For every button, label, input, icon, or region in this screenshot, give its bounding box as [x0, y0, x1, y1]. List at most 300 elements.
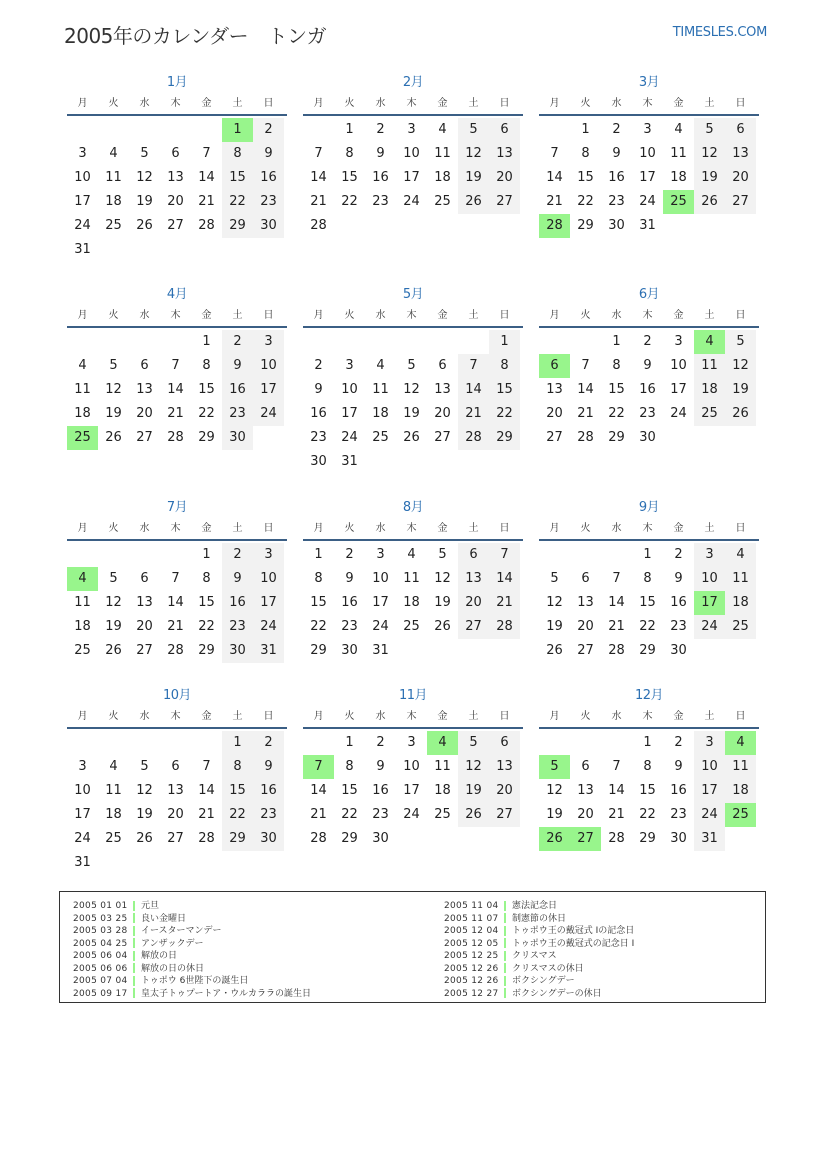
day-cell: 5	[458, 118, 489, 142]
month-name: 7月	[166, 500, 188, 515]
day-cell: 10	[639, 146, 656, 161]
day-cell: 26	[458, 190, 489, 214]
weekday-label: 月	[549, 523, 560, 534]
month-name: 8月	[402, 500, 424, 515]
day-cell: 28	[167, 430, 184, 445]
holiday-date: 2005 03 25	[73, 913, 128, 924]
holiday-marker	[133, 963, 135, 973]
holiday-marker	[504, 976, 506, 986]
holiday-name: 良い金曜日	[141, 913, 187, 924]
day-cell: 27	[136, 430, 153, 445]
day-cell: 14	[489, 567, 520, 591]
empty-day-cell	[129, 731, 160, 755]
day-grid	[67, 731, 287, 875]
day-cell: 22	[310, 619, 327, 634]
day-cell: 14	[608, 595, 625, 610]
day-cell: 10	[694, 567, 725, 591]
holiday-name: クリスマスの休日	[512, 963, 584, 974]
day-cell: 6	[171, 759, 180, 774]
day-cell: 21	[167, 406, 184, 421]
weekday-label: 金	[673, 711, 684, 722]
weekday-header	[539, 94, 759, 114]
day-cell: 1	[345, 122, 354, 137]
month-calendar	[303, 497, 523, 663]
day-cell: 5	[140, 759, 149, 774]
day-cell: 30	[670, 643, 687, 658]
holiday-day-cell: 5	[539, 755, 570, 779]
day-cell: 20	[577, 807, 594, 822]
day-cell: 6	[140, 571, 149, 586]
day-cell: 22	[489, 402, 520, 426]
day-cell: 12	[725, 354, 756, 378]
weekday-label: 日	[735, 523, 746, 534]
day-cell: 24	[372, 619, 389, 634]
holiday-day-cell: 6	[539, 354, 570, 378]
site-name[interactable]: TIMESLES.COM	[672, 25, 767, 40]
weekday-label: 水	[611, 98, 622, 109]
day-cell: 20	[546, 406, 563, 421]
weekday-label: 火	[344, 310, 355, 321]
holiday-marker	[133, 951, 135, 961]
day-cell: 17	[670, 382, 687, 397]
day-cell: 6	[489, 731, 520, 755]
day-cell: 11	[434, 146, 451, 161]
empty-day-cell	[129, 543, 160, 567]
day-cell: 31	[74, 242, 91, 257]
day-cell: 24	[670, 406, 687, 421]
day-cell: 15	[489, 378, 520, 402]
day-cell: 13	[577, 595, 594, 610]
header-divider	[539, 539, 759, 541]
day-cell: 3	[78, 759, 87, 774]
day-cell: 7	[612, 759, 621, 774]
day-cell: 23	[310, 430, 327, 445]
day-cell: 12	[136, 170, 153, 185]
month-calendar	[539, 685, 759, 851]
holiday-marker	[504, 913, 506, 923]
day-cell: 7	[202, 146, 211, 161]
holiday-day-cell: 25	[725, 803, 756, 827]
day-cell: 2	[345, 547, 354, 562]
day-cell: 8	[643, 759, 652, 774]
day-cell: 10	[694, 755, 725, 779]
day-cell: 30	[310, 454, 327, 469]
month-name: 6月	[638, 287, 660, 302]
day-cell: 5	[109, 358, 118, 373]
day-cell: 25	[694, 402, 725, 426]
day-cell: 18	[74, 406, 91, 421]
day-cell: 9	[376, 146, 385, 161]
day-cell: 15	[222, 166, 253, 190]
month-calendar	[67, 685, 287, 875]
holiday-date: 2005 11 04	[444, 901, 499, 911]
day-cell: 2	[376, 735, 385, 750]
empty-day-cell	[98, 330, 129, 354]
day-cell: 14	[310, 170, 327, 185]
month-name: 1月	[166, 75, 188, 90]
day-cell: 13	[434, 382, 451, 397]
day-grid	[303, 731, 523, 851]
day-cell: 24	[74, 218, 91, 233]
day-cell: 23	[341, 619, 358, 634]
day-cell: 12	[105, 382, 122, 397]
empty-day-cell	[539, 118, 570, 142]
holiday-date: 2005 06 06	[73, 963, 128, 974]
day-cell: 12	[434, 571, 451, 586]
holiday-name: ボクシングデーの休日	[512, 988, 602, 999]
weekday-label: 火	[580, 711, 591, 722]
weekday-header	[67, 707, 287, 727]
weekday-header	[303, 94, 523, 114]
holiday-day-cell: 26	[539, 827, 570, 851]
day-cell: 4	[376, 358, 385, 373]
day-cell: 10	[403, 146, 420, 161]
day-cell: 30	[608, 218, 625, 233]
day-cell: 23	[372, 807, 389, 822]
holiday-legend-left-column	[73, 900, 311, 1000]
day-cell: 5	[725, 330, 756, 354]
day-cell: 11	[725, 567, 756, 591]
holiday-date: 2005 11 07	[444, 913, 499, 924]
holiday-date: 2005 06 04	[73, 951, 128, 961]
day-cell: 17	[403, 783, 420, 798]
day-cell: 19	[403, 406, 420, 421]
day-cell: 29	[639, 643, 656, 658]
day-cell: 1	[314, 547, 323, 562]
day-cell: 18	[105, 807, 122, 822]
day-cell: 28	[489, 615, 520, 639]
day-cell: 18	[434, 783, 451, 798]
header-divider	[539, 114, 759, 116]
holiday-day-cell: 4	[725, 731, 756, 755]
day-cell: 30	[670, 831, 687, 846]
day-cell: 22	[577, 194, 594, 209]
weekday-header	[67, 519, 287, 539]
day-cell: 3	[78, 146, 87, 161]
day-cell: 27	[577, 643, 594, 658]
day-cell: 16	[372, 170, 389, 185]
day-cell: 15	[639, 783, 656, 798]
day-cell: 23	[222, 402, 253, 426]
holiday-marker	[504, 926, 506, 936]
holiday-date: 2005 12 25	[444, 951, 499, 961]
holiday-date: 2005 12 04	[444, 926, 499, 936]
day-cell: 11	[372, 382, 389, 397]
weekday-label: 金	[673, 98, 684, 109]
holiday-marker	[504, 901, 506, 911]
empty-day-cell	[98, 543, 129, 567]
month-calendar	[67, 284, 287, 450]
day-cell: 19	[694, 166, 725, 190]
day-cell: 28	[198, 218, 215, 233]
day-cell: 24	[694, 803, 725, 827]
day-cell: 16	[222, 378, 253, 402]
day-cell: 21	[198, 807, 215, 822]
holiday-name: 制憲節の休日	[512, 913, 567, 924]
day-cell: 21	[546, 194, 563, 209]
weekday-label: 月	[313, 310, 324, 321]
weekday-label: 日	[735, 310, 746, 321]
day-cell: 20	[434, 406, 451, 421]
weekday-label: 金	[673, 310, 684, 321]
day-cell: 1	[202, 334, 211, 349]
day-cell: 7	[612, 571, 621, 586]
day-cell: 9	[612, 146, 621, 161]
header-divider	[67, 539, 287, 541]
day-cell: 25	[74, 643, 91, 658]
empty-day-cell	[160, 330, 191, 354]
weekday-label: 水	[611, 711, 622, 722]
day-cell: 15	[639, 595, 656, 610]
day-cell: 25	[434, 807, 451, 822]
month-name: 11月	[398, 688, 428, 703]
holiday-marker	[133, 938, 135, 948]
weekday-label: 土	[704, 310, 715, 321]
day-cell: 10	[372, 571, 389, 586]
day-cell: 18	[694, 378, 725, 402]
day-cell: 29	[222, 214, 253, 238]
day-cell: 14	[577, 382, 594, 397]
weekday-header	[67, 306, 287, 326]
header-divider	[303, 727, 523, 729]
empty-day-cell	[601, 543, 632, 567]
empty-day-cell	[191, 731, 222, 755]
day-cell: 6	[581, 759, 590, 774]
weekday-header	[303, 519, 523, 539]
day-cell: 8	[612, 358, 621, 373]
day-grid	[539, 330, 759, 450]
day-cell: 3	[694, 543, 725, 567]
day-cell: 12	[458, 755, 489, 779]
day-cell: 18	[670, 170, 687, 185]
day-cell: 7	[458, 354, 489, 378]
weekday-label: 土	[232, 310, 243, 321]
empty-day-cell	[396, 330, 427, 354]
day-cell: 19	[136, 194, 153, 209]
weekday-label: 木	[642, 98, 653, 109]
weekday-label: 月	[313, 711, 324, 722]
day-cell: 12	[105, 595, 122, 610]
empty-day-cell	[539, 330, 570, 354]
day-cell: 5	[109, 571, 118, 586]
day-cell: 13	[489, 755, 520, 779]
weekday-label: 月	[77, 523, 88, 534]
weekday-label: 火	[580, 523, 591, 534]
day-cell: 2	[612, 122, 621, 137]
weekday-label: 金	[201, 711, 212, 722]
day-cell: 2	[253, 731, 284, 755]
holiday-list-item	[73, 938, 311, 951]
day-cell: 1	[222, 731, 253, 755]
day-cell: 17	[403, 170, 420, 185]
day-cell: 28	[608, 643, 625, 658]
day-cell: 30	[253, 214, 284, 238]
weekday-label: 木	[642, 523, 653, 534]
day-cell: 11	[694, 354, 725, 378]
day-cell: 17	[74, 194, 91, 209]
weekday-label: 土	[468, 711, 479, 722]
day-cell: 20	[136, 406, 153, 421]
holiday-name: ボクシングデー	[512, 976, 575, 986]
day-cell: 9	[376, 759, 385, 774]
day-cell: 26	[434, 619, 451, 634]
holiday-legend-right-column	[444, 900, 634, 1000]
holiday-legend	[59, 891, 766, 1003]
day-cell: 25	[403, 619, 420, 634]
empty-day-cell	[601, 731, 632, 755]
holiday-date: 2005 12 26	[444, 976, 499, 986]
weekday-header	[539, 306, 759, 326]
day-cell: 10	[253, 354, 284, 378]
day-cell: 21	[608, 619, 625, 634]
weekday-label: 月	[549, 98, 560, 109]
day-cell: 7	[581, 358, 590, 373]
weekday-label: 日	[735, 711, 746, 722]
day-cell: 6	[171, 146, 180, 161]
day-cell: 31	[694, 827, 725, 851]
day-cell: 31	[74, 855, 91, 870]
holiday-name: トゥポウ 6世陛下の誕生日	[141, 976, 249, 986]
day-cell: 23	[372, 194, 389, 209]
day-cell: 2	[643, 334, 652, 349]
day-cell: 6	[581, 571, 590, 586]
holiday-list-item	[73, 988, 311, 1001]
day-cell: 12	[694, 142, 725, 166]
weekday-label: 火	[344, 523, 355, 534]
day-cell: 4	[674, 122, 683, 137]
holiday-list-item	[444, 913, 634, 926]
weekday-label: 木	[406, 711, 417, 722]
day-cell: 25	[725, 615, 756, 639]
day-cell: 1	[643, 735, 652, 750]
day-cell: 6	[140, 358, 149, 373]
day-grid	[539, 543, 759, 663]
holiday-list-item	[444, 988, 634, 1001]
empty-day-cell	[98, 731, 129, 755]
holiday-name: アンザックデー	[141, 938, 204, 949]
day-cell: 26	[546, 643, 563, 658]
day-cell: 7	[171, 358, 180, 373]
day-cell: 6	[438, 358, 447, 373]
holiday-marker	[504, 951, 506, 961]
day-cell: 5	[407, 358, 416, 373]
day-cell: 9	[253, 142, 284, 166]
weekday-label: 火	[108, 98, 119, 109]
day-cell: 3	[674, 334, 683, 349]
holiday-marker	[133, 988, 135, 998]
day-cell: 16	[639, 382, 656, 397]
weekday-label: 月	[313, 523, 324, 534]
day-cell: 8	[643, 571, 652, 586]
day-cell: 21	[577, 406, 594, 421]
day-cell: 10	[74, 783, 91, 798]
month-calendar	[303, 685, 523, 851]
day-cell: 5	[694, 118, 725, 142]
day-cell: 15	[222, 779, 253, 803]
weekday-label: 木	[642, 310, 653, 321]
day-cell: 21	[198, 194, 215, 209]
day-cell: 4	[78, 358, 87, 373]
day-cell: 28	[167, 643, 184, 658]
weekday-label: 金	[437, 310, 448, 321]
weekday-label: 火	[344, 711, 355, 722]
day-cell: 11	[403, 571, 420, 586]
day-cell: 8	[345, 759, 354, 774]
weekday-label: 水	[611, 310, 622, 321]
day-cell: 14	[608, 783, 625, 798]
day-cell: 8	[222, 755, 253, 779]
day-cell: 30	[222, 426, 253, 450]
empty-day-cell	[303, 731, 334, 755]
day-cell: 11	[670, 146, 687, 161]
day-cell: 29	[639, 831, 656, 846]
day-cell: 14	[546, 170, 563, 185]
holiday-name: 解放の日の休日	[141, 963, 205, 974]
day-grid	[539, 118, 759, 238]
weekday-label: 日	[263, 523, 274, 534]
weekday-label: 木	[406, 523, 417, 534]
day-cell: 8	[202, 571, 211, 586]
day-grid	[303, 330, 523, 474]
weekday-label: 火	[108, 310, 119, 321]
day-cell: 15	[198, 382, 215, 397]
day-cell: 27	[725, 190, 756, 214]
holiday-name: 元旦	[141, 901, 160, 911]
day-cell: 28	[310, 218, 327, 233]
day-cell: 23	[608, 194, 625, 209]
day-cell: 21	[489, 591, 520, 615]
day-grid	[303, 118, 523, 238]
day-cell: 25	[434, 194, 451, 209]
day-cell: 15	[608, 382, 625, 397]
day-cell: 27	[489, 803, 520, 827]
day-cell: 13	[725, 142, 756, 166]
day-cell: 11	[105, 783, 122, 798]
day-cell: 2	[314, 358, 323, 373]
month-name: 10月	[162, 688, 192, 703]
day-cell: 8	[222, 142, 253, 166]
day-cell: 20	[577, 619, 594, 634]
day-cell: 22	[222, 803, 253, 827]
weekday-label: 土	[468, 523, 479, 534]
day-cell: 19	[725, 378, 756, 402]
header-divider	[303, 114, 523, 116]
day-cell: 10	[403, 759, 420, 774]
weekday-label: 火	[108, 523, 119, 534]
day-cell: 8	[489, 354, 520, 378]
holiday-name: トゥポウ王の戴冠式の記念日 I	[512, 938, 635, 949]
day-cell: 19	[105, 406, 122, 421]
day-cell: 19	[434, 595, 451, 610]
day-cell: 26	[725, 402, 756, 426]
day-cell: 8	[581, 146, 590, 161]
holiday-name: 皇太子トゥプートア・ウルカララの誕生日	[141, 988, 311, 999]
empty-day-cell	[67, 118, 98, 142]
day-cell: 11	[74, 382, 91, 397]
day-cell: 21	[167, 619, 184, 634]
day-cell: 14	[198, 783, 215, 798]
day-cell: 7	[171, 571, 180, 586]
weekday-label: 日	[263, 711, 274, 722]
day-cell: 21	[458, 402, 489, 426]
day-cell: 31	[253, 639, 284, 663]
holiday-marker	[133, 913, 135, 923]
day-cell: 12	[136, 783, 153, 798]
day-cell: 2	[222, 330, 253, 354]
holiday-day-cell: 1	[222, 118, 253, 142]
day-cell: 13	[577, 783, 594, 798]
holiday-day-cell: 4	[427, 731, 458, 755]
